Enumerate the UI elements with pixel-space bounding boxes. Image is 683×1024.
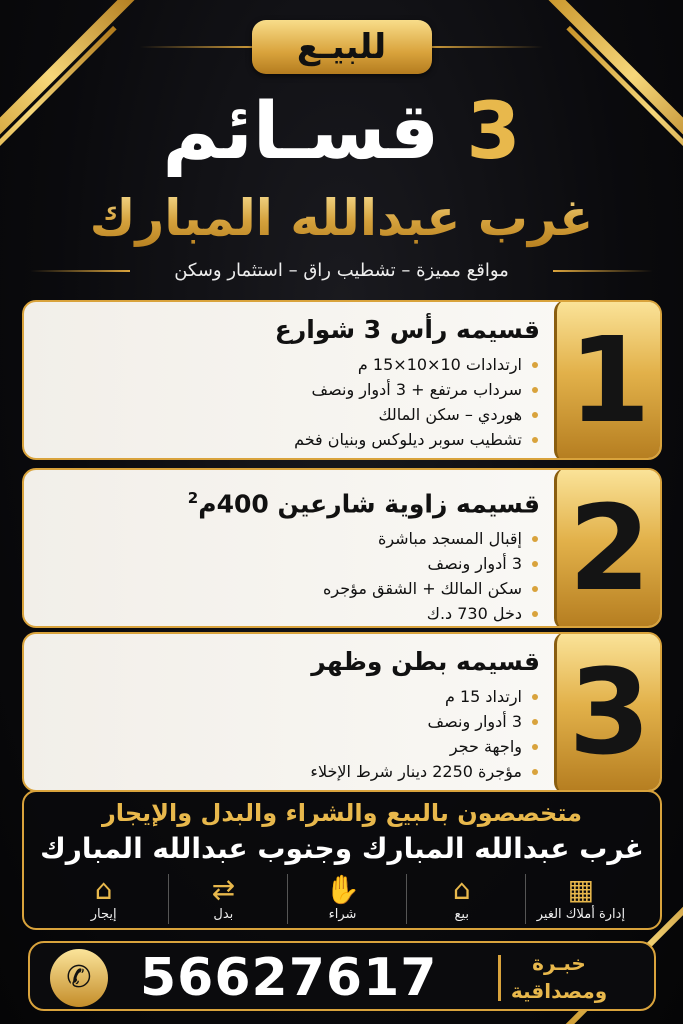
handshake-icon: ✋ [325, 873, 360, 906]
plot-number: 1 [568, 311, 651, 449]
feature-item: 3 أدوار ونصف [60, 709, 540, 734]
house-icon: ⌂ [452, 873, 471, 906]
house-key-icon: ⌂ [94, 873, 113, 906]
trust-text [504, 949, 614, 1005]
feature-item: واجهة حجر [60, 734, 540, 759]
service-rent [49, 874, 159, 924]
tagline: مواقع مميزة – تشطيب راق – استثمار وسكن [174, 260, 509, 281]
service-label: بيع [454, 907, 469, 922]
divider [423, 46, 543, 48]
plot-title [60, 480, 540, 522]
service-buy [287, 874, 397, 924]
divider [140, 46, 260, 48]
divider [30, 270, 130, 272]
service-label: بدل [213, 907, 234, 922]
feature-item: تشطيب سوبر ديلوكس وبنيان فخم [60, 427, 540, 452]
feature-item: إقبال المسجد مباشرة [60, 526, 540, 551]
feature-item: مؤجرة 2250 دينار شرط الإخلاء [60, 759, 540, 784]
feature-item: هوردي – سكن المالك [60, 402, 540, 427]
services-line-2: غرب عبدالله المبارك وجنوب عبدالله المبارك [40, 832, 644, 865]
buildings-icon: ▦ [567, 873, 595, 906]
plot-title-sup: 2 [187, 489, 199, 507]
service-property-management [525, 874, 635, 924]
plot-number-box [554, 632, 662, 792]
service-label: إدارة أملاك الغير [536, 907, 626, 922]
service-sell [406, 874, 516, 924]
plot-content [60, 644, 540, 784]
tagline-row [0, 258, 683, 284]
services-panel [22, 790, 662, 930]
headline [0, 82, 683, 182]
feature-item: سكن المالك + الشقق مؤجره [60, 576, 540, 601]
divider [498, 955, 501, 1001]
plot-number-box [554, 468, 662, 628]
plot-title-text: قسيمه زاوية شارعين 400م [198, 489, 540, 519]
plot-number-box [554, 300, 662, 460]
whatsapp-icon[interactable]: ✆ [50, 949, 108, 1007]
phone-number[interactable]: 56627617 [140, 948, 438, 1008]
feature-list [60, 684, 540, 784]
feature-item: سرداب مرتفع + 3 أدوار ونصف [60, 377, 540, 402]
plot-title: قسيمه رأس 3 شوارع [274, 315, 540, 344]
plot-content [60, 312, 540, 452]
plot-card-3 [22, 632, 662, 792]
plot-number: 3 [568, 643, 651, 781]
subheadline: غرب عبدالله المبارك [0, 186, 683, 250]
divider [553, 270, 653, 272]
contact-bar [28, 941, 656, 1011]
plot-title: قسيمه بطن وظهر [311, 647, 540, 676]
plot-content [60, 480, 540, 626]
feature-item: دخل 730 د.ك [60, 601, 540, 626]
service-exchange [168, 874, 278, 924]
feature-item: ارتدادات 10×10×15 م [60, 352, 540, 377]
plot-card-1 [22, 300, 662, 460]
feature-list [60, 526, 540, 626]
headline-number: 3 [466, 87, 521, 177]
services-line-1: متخصصون بالبيع والشراء والبدل والإيجار [101, 799, 583, 827]
services-icons [24, 874, 660, 924]
plot-number: 2 [568, 479, 651, 617]
trust-line-1: خبـرة [532, 951, 586, 975]
headline-word: قسـائم [162, 87, 440, 177]
service-label: إيجار [90, 907, 117, 922]
trust-line-2: ومصداقية [510, 979, 608, 1003]
feature-item: ارتداد 15 م [60, 684, 540, 709]
plot-card-2 [22, 468, 662, 628]
feature-item: 3 أدوار ونصف [60, 551, 540, 576]
service-label: شراء [328, 907, 357, 922]
feature-list [60, 352, 540, 452]
sale-badge: للبيـع [252, 20, 432, 74]
exchange-icon: ⇄ [211, 873, 236, 906]
